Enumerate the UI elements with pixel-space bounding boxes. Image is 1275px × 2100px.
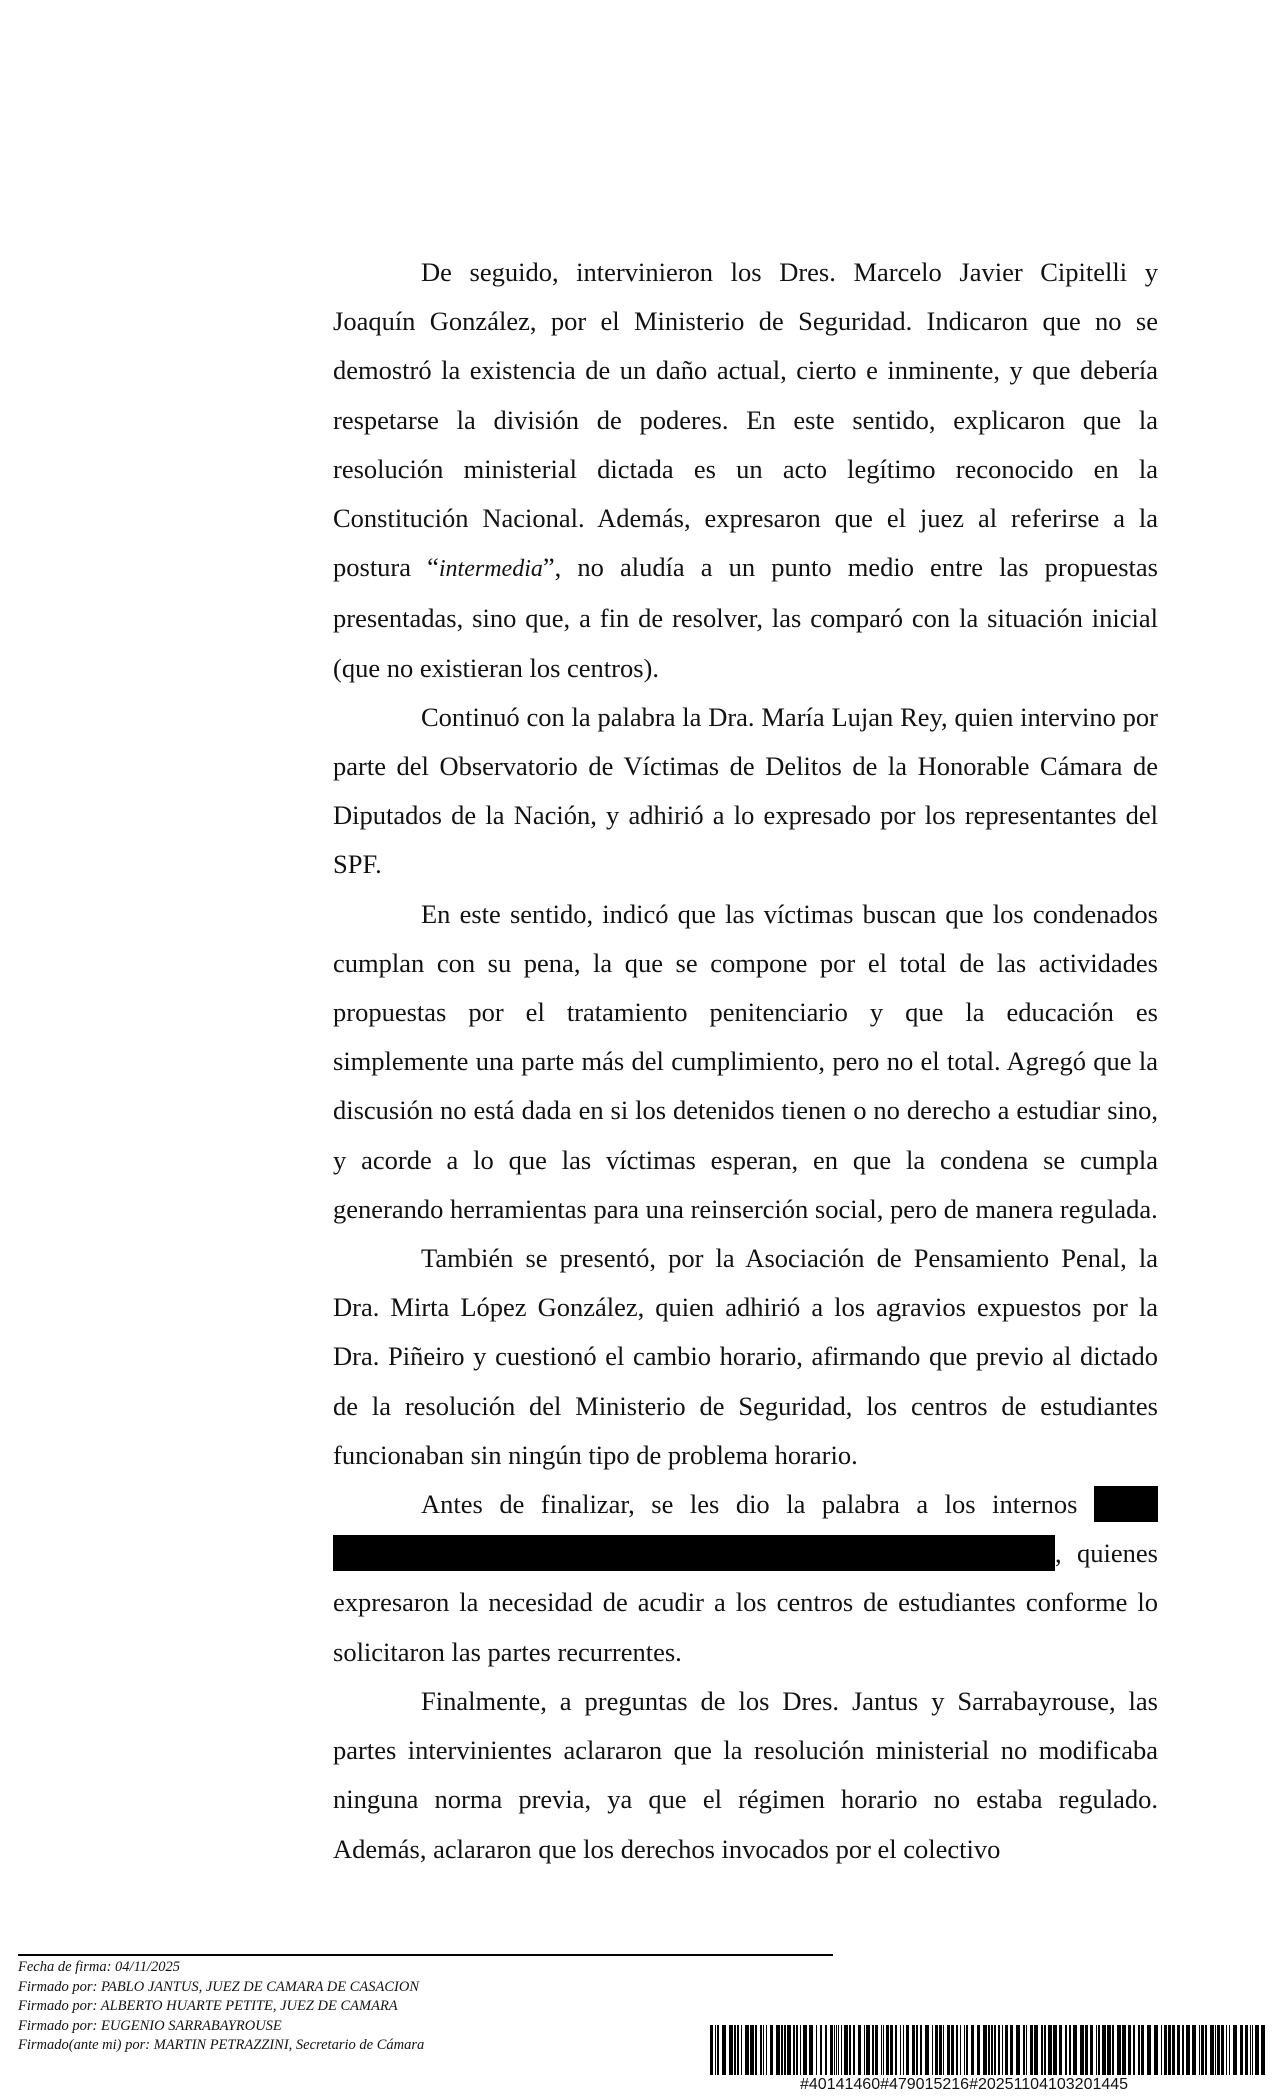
barcode-bar	[1023, 2025, 1025, 2075]
barcode-bar	[844, 2025, 848, 2075]
paragraph-victimas-pena: En este sentido, indicó que las víctimas buscan que los condenados cumplan con su pena, la que se compone por el total de las actividades propuestas por el tratamiento penitenciario y que la educación es simplemente una parte más del cumplimiento, pero no el total. Agregó que la discusión no está dada en si los detenidos tienen o no derecho a estudiar sino, y acorde a lo que las víctimas esperan, en que la condena se cumpla generando herramientas para una reinserción social, pero de manera regulada.	[333, 898, 1158, 1224]
barcode-bar	[935, 2025, 938, 2075]
barcode-icon	[710, 2025, 1270, 2075]
barcode-bar	[947, 2025, 950, 2075]
barcode-bar	[1128, 2025, 1131, 2075]
paragraph-observatorio-victimas: Continuó con la palabra la Dra. María Lujan Rey, quien intervino por parte del Observatorio de Víctimas de Delitos de la Honorable Cámara de Diputados de la Nación, y adhirió a lo expresado por los representantes del SPF.	[333, 701, 1158, 880]
barcode-bar	[939, 2025, 942, 2075]
barcode-bar	[1085, 2025, 1088, 2075]
barcode-bar	[1048, 2025, 1052, 2075]
barcode-bar	[988, 2025, 990, 2075]
barcode-bar	[1177, 2025, 1180, 2075]
barcode-bar	[836, 2025, 837, 2075]
barcode-bar	[734, 2025, 736, 2075]
barcode-bar	[1205, 2025, 1207, 2075]
barcode-bar	[956, 2025, 958, 2075]
barcode-bar	[1161, 2025, 1162, 2075]
barcode-bar	[729, 2025, 733, 2075]
barcode-bar	[770, 2025, 773, 2075]
barcode-bar	[1026, 2025, 1027, 2075]
barcode-bar	[1147, 2025, 1151, 2075]
barcode-bar	[820, 2025, 822, 2075]
barcode-bar	[1168, 2025, 1171, 2075]
barcode-bar	[1226, 2025, 1227, 2075]
barcode-bar	[1199, 2025, 1200, 2075]
signature-line: Firmado por: PABLO JANTUS, JUEZ DE CAMARA DE CASACION	[18, 1978, 420, 1995]
barcode-bar	[971, 2025, 974, 2075]
barcode-bar	[1090, 2025, 1093, 2075]
barcode-bar	[825, 2025, 827, 2075]
paragraph-ministerio-seguridad: De seguido, intervinieron los Dres. Marcelo Javier Cipitelli y Joaquín González, por el Ministerio de Seguridad. Indicaron que no se demostró la existencia de un daño actual, cierto e inminente, y que debería respetarse la división de poderes. En este sentido, explicaron que la resolución ministerial dictada es un acto legítimo reconocido en la Constitución Nacional. Además, expresaron que el juez al referirse a la postura “intermedia”, no aludía a un punto medio entre las propuestas presentadas, sino que, a fin de resolver, las comparó con la situación inicial (que no existieran los centros).	[333, 257, 1158, 683]
barcode-bar	[1164, 2025, 1167, 2075]
barcode-bar	[781, 2025, 783, 2075]
signature-block	[18, 1958, 424, 2056]
barcode-bar	[750, 2025, 754, 2075]
barcode-number: #40141460#479015216#20251104103201445	[800, 2076, 1129, 2093]
barcode-bar	[991, 2025, 993, 2075]
barcode-bar	[793, 2025, 795, 2075]
barcode-bar	[853, 2025, 855, 2075]
barcode-bar	[1016, 2025, 1020, 2075]
barcode-bar	[1186, 2025, 1190, 2075]
barcode-bar	[1034, 2025, 1038, 2075]
barcode-bar	[710, 2025, 713, 2075]
barcode-bar	[1065, 2025, 1067, 2075]
redaction-block	[333, 1535, 1055, 1571]
barcode-bar	[717, 2025, 719, 2075]
barcode-bar	[1080, 2025, 1084, 2075]
barcode-bar	[906, 2025, 909, 2075]
barcode-bar	[875, 2025, 878, 2075]
barcode-bar	[1010, 2025, 1013, 2075]
barcode-bar	[796, 2025, 798, 2075]
barcode-bar	[1261, 2025, 1265, 2075]
paragraph-internos: Antes de finalizar, se les dio la palabra a los internos , quienes expresaron la necesidad de acudir a los centros de estudiantes conforme lo solicitaron las partes recurrentes.	[333, 1480, 1158, 1677]
barcode-bar	[966, 2025, 968, 2075]
barcode-bar	[866, 2025, 870, 2075]
barcode-bar	[886, 2025, 889, 2075]
barcode-bar	[766, 2025, 767, 2075]
signature-line: Firmado por: EUGENIO SARRABAYROUSE	[18, 2017, 282, 2034]
barcode-bar	[872, 2025, 874, 2075]
barcode-bar	[1182, 2025, 1184, 2075]
barcode-bar	[1229, 2025, 1230, 2075]
barcode-bar	[715, 2025, 716, 2075]
barcode-bar	[983, 2025, 987, 2075]
barcode-bar	[1141, 2025, 1144, 2075]
barcode-bar	[1138, 2025, 1140, 2075]
barcode-bar	[1073, 2025, 1077, 2075]
barcode-bar	[1102, 2025, 1106, 2075]
barcode-bar	[800, 2025, 801, 2075]
barcode-bar	[1245, 2025, 1248, 2075]
barcode-bar	[838, 2025, 839, 2075]
barcode-bar	[920, 2025, 922, 2075]
barcode-bar	[1221, 2025, 1224, 2075]
barcode-bar	[1233, 2025, 1237, 2075]
barcode-bar	[1005, 2025, 1008, 2075]
barcode-bar	[964, 2025, 965, 2075]
barcode-bar	[977, 2025, 980, 2075]
barcode-bar	[925, 2025, 929, 2075]
barcode-bar	[1044, 2025, 1046, 2075]
barcode-bar	[787, 2025, 791, 2075]
barcode-bar	[858, 2025, 861, 2075]
barcode-bar	[1030, 2025, 1033, 2075]
barcode-bar	[951, 2025, 954, 2075]
barcode-bar	[1117, 2025, 1121, 2075]
barcode-bar	[1053, 2025, 1057, 2075]
redaction-block	[1094, 1486, 1158, 1522]
barcode-bar	[998, 2025, 1000, 2075]
barcode-bar	[1240, 2025, 1243, 2075]
barcode-bar	[943, 2025, 944, 2075]
barcode-bar	[881, 2025, 882, 2075]
barcode-bar	[755, 2025, 757, 2075]
barcode-bar	[722, 2025, 726, 2075]
barcode-bar	[1122, 2025, 1126, 2075]
barcode-bar	[741, 2025, 742, 2075]
document-body	[333, 248, 1158, 1874]
barcode-bar	[1215, 2025, 1216, 2075]
barcode-bar	[834, 2025, 835, 2075]
barcode-bar	[816, 2025, 817, 2075]
barcode-bar	[864, 2025, 865, 2075]
barcode-bar	[776, 2025, 780, 2075]
barcode-bar	[1096, 2025, 1097, 2075]
barcode-bar	[1252, 2025, 1253, 2075]
barcode-bar	[1133, 2025, 1135, 2075]
barcode-bar	[1107, 2025, 1111, 2075]
barcode-bar	[1098, 2025, 1100, 2075]
barcode-bar	[803, 2025, 807, 2075]
barcode-bar	[900, 2025, 901, 2075]
barcode-bar	[1192, 2025, 1196, 2075]
signature-line: Firmado(ante mi) por: MARTIN PETRAZZINI, Secretario de Cámara	[18, 2037, 425, 2054]
barcode-bar	[784, 2025, 786, 2075]
barcode-bar	[1041, 2025, 1043, 2075]
italic-term: intermedia	[438, 556, 543, 583]
barcode-bar	[1112, 2025, 1114, 2075]
barcode-bar	[994, 2025, 996, 2075]
barcode-bar	[883, 2025, 884, 2075]
barcode-bar	[1154, 2025, 1158, 2075]
barcode-bar	[932, 2025, 933, 2075]
barcode-bar	[916, 2025, 918, 2075]
barcode-bar	[1217, 2025, 1220, 2075]
barcode-bar	[1069, 2025, 1071, 2075]
barcode-bar	[841, 2025, 842, 2075]
barcode-bar	[1201, 2025, 1204, 2075]
barcode-bar	[737, 2025, 739, 2075]
paragraph-finalmente: Finalmente, a preguntas de los Dres. Jantus y Sarrabayrouse, las partes intervinientes aclararon que la resolución ministerial no modificaba ninguna norma previa, ya que el régimen horario no estaba regulado. Además, aclararon que los derechos invocados por el colectivo	[333, 1685, 1158, 1864]
signature-line: Firmado por: ALBERTO HUARTE PETITE, JUEZ DE CAMARA	[18, 1998, 398, 2015]
signature-date: Fecha de firma: 04/11/2025	[18, 1959, 181, 1975]
barcode-bar	[1255, 2025, 1259, 2075]
barcode-bar	[1210, 2025, 1214, 2075]
barcode-bar	[890, 2025, 893, 2075]
barcode-bar	[912, 2025, 915, 2075]
barcode-bar	[763, 2025, 764, 2075]
barcode-bar	[849, 2025, 851, 2075]
barcode-bar	[830, 2025, 833, 2075]
barcode-bar	[1172, 2025, 1175, 2075]
barcode-bar	[1059, 2025, 1062, 2075]
barcode-bar	[1002, 2025, 1003, 2075]
barcode-bar	[809, 2025, 813, 2075]
barcode-bar	[895, 2025, 897, 2075]
barcode-bar	[760, 2025, 762, 2075]
barcode-bar	[960, 2025, 961, 2075]
paragraph-pensamiento-penal: También se presentó, por la Asociación de Pensamiento Penal, la Dra. Mirta López González, quien adhirió a los agravios expuestos por la Dra. Piñeiro y cuestionó el cambio horario, afirmando que previo al dictado de la resolución del Ministerio de Seguridad, los centros de estudiantes funcionaban sin ningún tipo de problema horario.	[333, 1243, 1158, 1470]
barcode-bar	[745, 2025, 749, 2075]
barcode-bar	[903, 2025, 904, 2075]
footer-divider	[18, 1954, 833, 1956]
barcode-bar	[1250, 2025, 1251, 2075]
